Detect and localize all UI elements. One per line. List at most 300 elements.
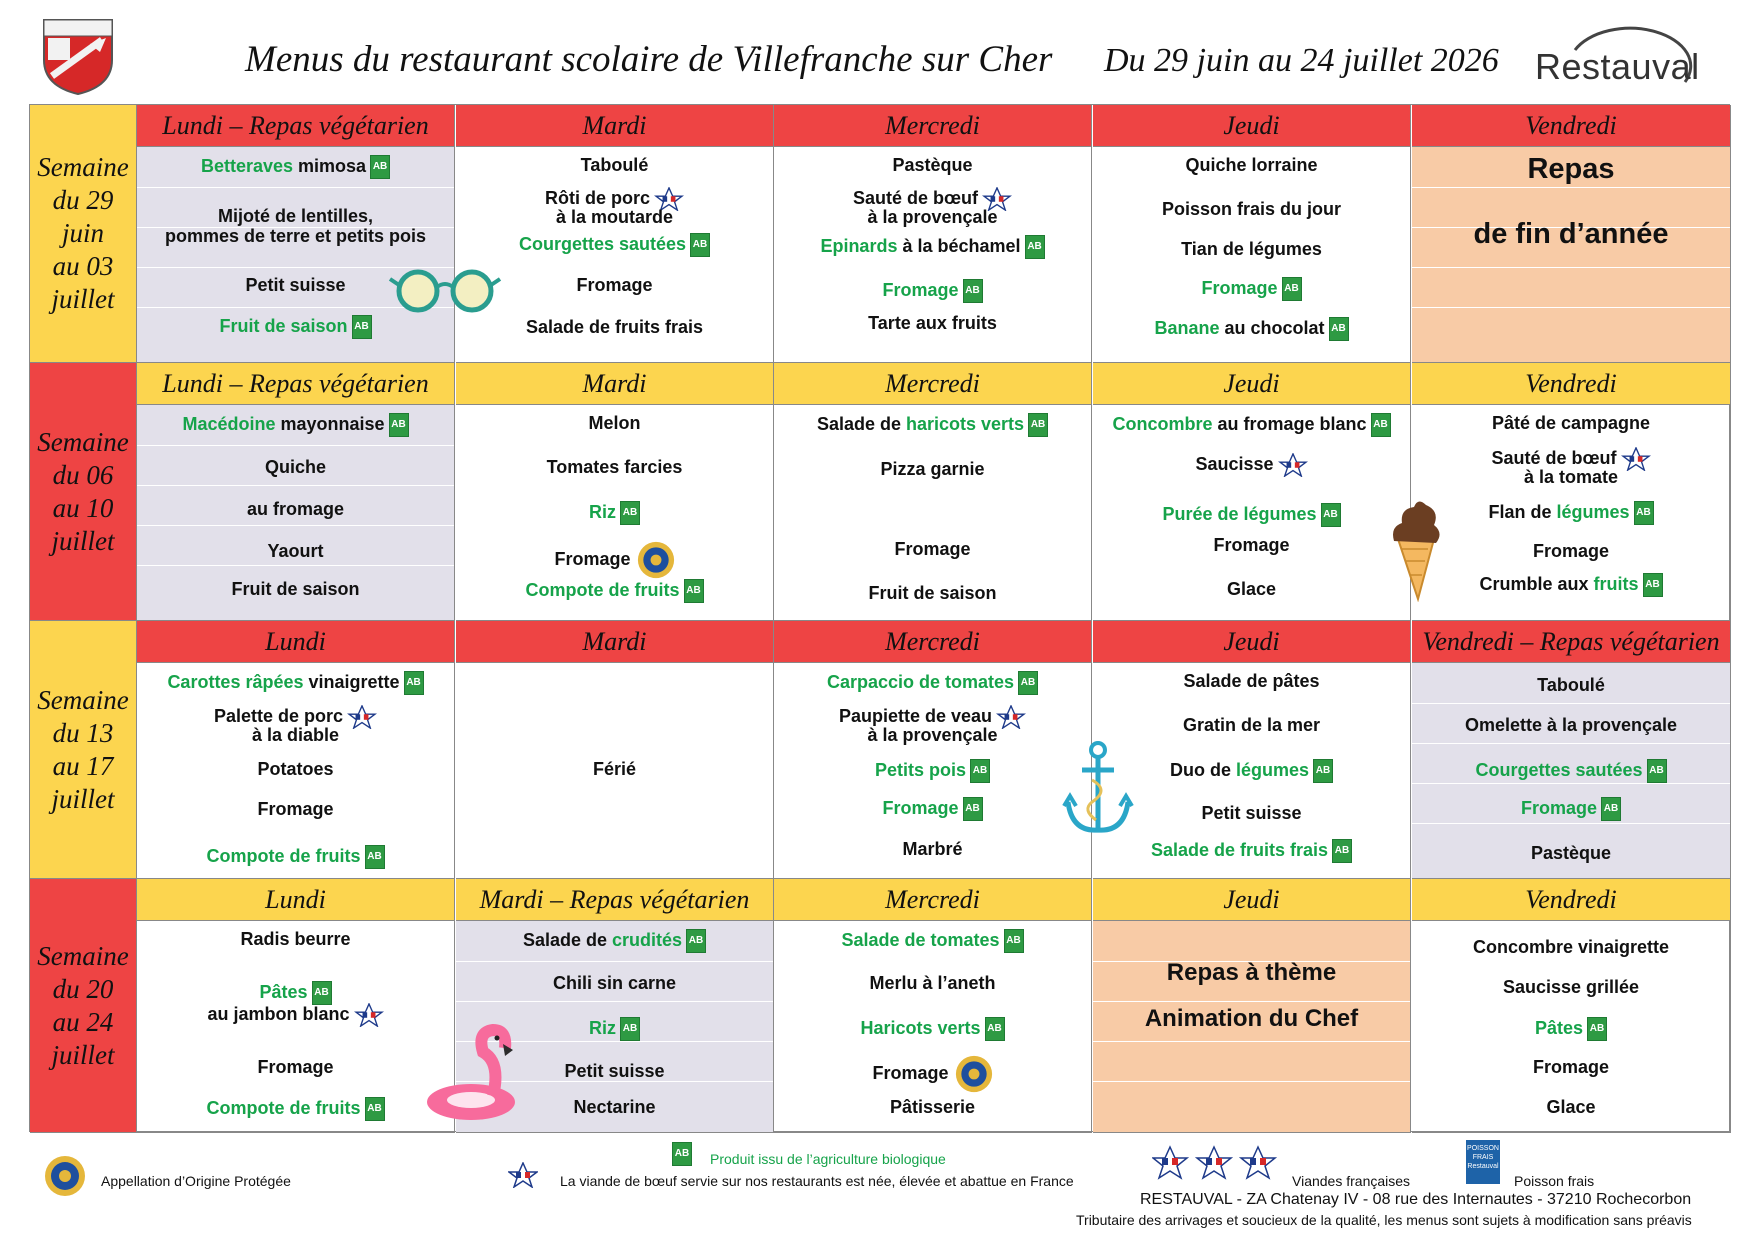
menu-item	[1093, 277, 1410, 301]
bio-ab-icon: AB	[672, 1142, 692, 1166]
menu-item-text: Tomates farcies	[546, 457, 683, 477]
day-menu	[1093, 147, 1410, 362]
row-divider	[1093, 1041, 1410, 1042]
villefranche-crest-logo	[40, 16, 116, 96]
menu-item-text: Flan de	[1488, 501, 1557, 522]
day-cell	[456, 105, 774, 363]
menu-item	[1412, 1097, 1730, 1118]
menu-item	[137, 541, 454, 562]
day-header: Lundi – Repas végétarien	[137, 363, 454, 405]
menu-item	[1093, 671, 1410, 692]
menu-item	[456, 541, 773, 579]
row-divider	[456, 961, 773, 962]
bio-ab-icon: AB	[1282, 277, 1302, 301]
menu-item-text: Nectarine	[573, 1097, 656, 1117]
day-menu	[1412, 663, 1730, 878]
poisson-frais-logo	[1466, 1140, 1500, 1184]
ice-cream-icon	[1388, 497, 1444, 602]
menu-item-text: Fromage	[554, 548, 631, 569]
menu-item	[774, 725, 1091, 746]
menu-item	[137, 671, 454, 695]
menu-item	[1093, 199, 1410, 220]
menu-item	[137, 929, 454, 950]
poisson-frais-logo-text: POISSON FRAIS	[1467, 1145, 1499, 1161]
bio-ab-icon: AB	[389, 413, 409, 437]
menu-item-text: Concombre vinaigrette	[1472, 937, 1670, 957]
day-header: Vendredi – Repas végétarien	[1412, 621, 1730, 663]
menu-item-text: Fromage	[894, 539, 971, 559]
menu-item	[137, 1057, 454, 1078]
menu-item-text: Merlu à l’aneth	[869, 973, 996, 993]
menu-item-bio-text: Fromage	[1520, 797, 1598, 818]
day-header: Lundi	[137, 879, 454, 921]
menu-item	[1412, 977, 1730, 998]
menu-item	[1093, 453, 1410, 477]
menu-item-text: Fruit de saison	[231, 579, 360, 599]
menu-item-text: Fromage	[576, 275, 653, 295]
row-divider	[1412, 187, 1730, 188]
menu-item-text: Sauté de bœuf	[853, 187, 978, 208]
week-label	[30, 621, 137, 879]
week-row	[30, 879, 1731, 1133]
menu-item	[137, 155, 454, 179]
day-cell	[774, 621, 1092, 879]
menu-item	[1412, 937, 1730, 958]
bio-ab-icon: AB	[684, 579, 704, 603]
footer-disclaimer: Tributaire des arrivages et soucieux de la qualité, les menus sont sujets à modification sans préavis	[1076, 1212, 1692, 1228]
week-row	[30, 621, 1731, 879]
day-cell	[137, 879, 455, 1133]
bio-ab-icon: AB	[1332, 839, 1352, 863]
bio-ab-icon: AB	[1025, 235, 1045, 259]
menu-item-text: Poisson frais du jour	[1161, 199, 1342, 219]
bio-ab-icon: AB	[963, 279, 983, 303]
day-cell	[1093, 105, 1411, 363]
menu-item-text: à la béchamel	[897, 235, 1021, 256]
menu-item-text: Chili sin carne	[552, 973, 677, 993]
day-header: Lundi	[137, 621, 454, 663]
footer-poisson-label: Poisson frais	[1514, 1173, 1595, 1189]
day-header: Lundi – Repas végétarien	[137, 105, 454, 147]
row-divider	[456, 1001, 773, 1002]
day-cell	[456, 363, 774, 621]
menu-item	[774, 797, 1091, 821]
menu-item-bio-text: Courgettes sautées	[1475, 759, 1643, 780]
week-label-line: au 17	[52, 750, 114, 781]
menu-item	[456, 973, 773, 994]
menu-item-text: Mijoté de lentilles,	[217, 206, 374, 226]
menu-item	[456, 275, 773, 296]
menu-item-bio-text: Compote de fruits	[206, 1097, 361, 1118]
bio-ab-icon: AB	[1647, 759, 1667, 783]
menu-item	[1093, 803, 1410, 824]
day-header: Mercredi	[774, 105, 1091, 147]
menu-item-text: Taboulé	[580, 155, 649, 175]
week-label	[30, 363, 137, 621]
row-divider	[137, 445, 454, 446]
day-cell	[137, 621, 455, 879]
menu-item	[1412, 152, 1730, 186]
menu-item-bio-text: Riz	[589, 1017, 616, 1038]
bio-ab-icon: AB	[985, 1017, 1005, 1041]
menu-item	[456, 233, 773, 257]
menu-item	[137, 759, 454, 780]
bio-ab-icon: AB	[365, 1097, 385, 1121]
day-menu	[1412, 921, 1730, 1132]
day-cell	[1093, 879, 1411, 1133]
day-cell	[137, 363, 455, 621]
menu-item-bio-text: Courgettes sautées	[518, 233, 687, 254]
menu-item	[137, 457, 454, 478]
row-divider	[1093, 1081, 1410, 1082]
menu-item-text: Saucisse grillée	[1502, 977, 1640, 997]
menu-item-text: Fromage	[872, 1062, 949, 1083]
footer-viandes-label: Viandes françaises	[1292, 1173, 1411, 1189]
row-divider	[1412, 267, 1730, 268]
day-menu	[1093, 405, 1410, 620]
menu-item-text: Pastèque	[892, 155, 973, 175]
menu-item-text: au fromage blanc	[1212, 413, 1367, 434]
aop-seal-icon	[955, 1055, 993, 1093]
menu-item-text: Salade de	[522, 929, 612, 950]
week-label-line: Semaine	[37, 426, 129, 457]
menu-item-text: Duo de	[1169, 759, 1236, 780]
menu-item-text: au chocolat	[1219, 317, 1325, 338]
menu-item	[774, 929, 1091, 953]
menu-item	[456, 759, 773, 780]
menu-item	[1412, 501, 1730, 525]
day-menu	[774, 663, 1091, 878]
day-header: Jeudi	[1093, 621, 1410, 663]
menu-item	[1093, 959, 1410, 987]
menu-item	[1412, 759, 1730, 783]
menu-item	[456, 579, 773, 603]
menu-item-bio-text: Salade de tomates	[841, 929, 1000, 950]
menu-item-text: de fin d’année	[1473, 218, 1669, 250]
bio-ab-icon: AB	[1371, 413, 1391, 437]
menu-item-bio-text: crudités	[612, 929, 683, 950]
anchor-icon	[1062, 740, 1134, 840]
viande-francaise-icon	[354, 1003, 384, 1027]
menu-item-text: Animation du Chef	[1144, 1005, 1359, 1032]
day-menu	[137, 405, 454, 620]
menu-item-bio-text: Banane	[1154, 317, 1220, 338]
bio-ab-icon: AB	[1028, 413, 1048, 437]
day-header: Jeudi	[1093, 879, 1410, 921]
poisson-frais-logo-brand: Restauval	[1467, 1163, 1499, 1170]
menu-item-bio-text: Carpaccio de tomates	[826, 671, 1015, 692]
row-divider	[1412, 743, 1730, 744]
menu-item	[1093, 239, 1410, 260]
bio-ab-icon: AB	[686, 929, 706, 953]
menu-item	[1412, 843, 1730, 864]
week-label-line: du 13	[52, 717, 114, 748]
day-cell	[1412, 621, 1731, 879]
row-divider	[1412, 783, 1730, 784]
menu-item-text: Repas	[1527, 153, 1615, 185]
menu-item-text: mayonnaise	[275, 413, 385, 434]
menu-item-text: Salade de pâtes	[1183, 671, 1320, 691]
menu-item	[1412, 1057, 1730, 1078]
menu-item-text: à la diable	[251, 725, 340, 745]
menu-item	[774, 1055, 1091, 1093]
menu-item	[456, 457, 773, 478]
menu-item-text: Yaourt	[267, 541, 324, 561]
menu-item-text: Salade de fruits frais	[525, 317, 704, 337]
row-divider	[1093, 1001, 1410, 1002]
sunglasses-icon	[388, 265, 502, 315]
menu-item	[1093, 579, 1410, 600]
day-header: Jeudi	[1093, 105, 1410, 147]
bio-ab-icon: AB	[365, 845, 385, 869]
day-cell	[1093, 621, 1411, 879]
menu-item-text: Petit suisse	[1201, 803, 1302, 823]
menu-item	[1412, 675, 1730, 696]
menu-item-text: vinaigrette	[303, 671, 400, 692]
menu-item-bio-text: Fruit de saison	[219, 315, 348, 336]
menu-item-bio-text: Concombre	[1112, 413, 1213, 434]
menu-item-text: Tarte aux fruits	[868, 313, 997, 333]
menu-item-text: Fromage	[1532, 1057, 1610, 1077]
viandes-francaises-icons	[1152, 1145, 1282, 1181]
menu-item	[1093, 839, 1410, 863]
menu-item	[774, 759, 1091, 783]
footer-bio-label: Produit issu de l’agriculture biologique	[710, 1151, 946, 1167]
week-label	[30, 879, 137, 1133]
menu-item-bio-text: Salade de fruits frais	[1150, 839, 1329, 860]
week-label-line: du 06	[52, 459, 114, 490]
menu-item-text: Sauté de bœuf	[1491, 447, 1617, 468]
menu-item-text: Petit suisse	[245, 275, 346, 295]
menu-item-bio-text: Epinards	[820, 235, 898, 256]
footer-address: RESTAUVAL - ZA Chatenay IV - 08 rue des Internautes - 37210 Rochecorbon	[1140, 1191, 1692, 1208]
bio-ab-icon: AB	[620, 501, 640, 525]
menu-item-text: à la moutarde	[555, 207, 674, 227]
menu-item	[1412, 573, 1730, 597]
menu-item-text: Pâtisserie	[889, 1097, 976, 1117]
bio-ab-icon: AB	[404, 671, 424, 695]
bio-ab-icon: AB	[370, 155, 390, 179]
menu-item	[774, 539, 1091, 560]
flamingo-float-icon	[423, 1022, 523, 1122]
menu-item	[137, 845, 454, 869]
footer-boeuf-label: La viande de bœuf servie sur nos restaurants est née, élevée et abattue en France	[560, 1173, 1074, 1189]
week-label-line: juillet	[51, 284, 115, 314]
menu-item-text: Potatoes	[257, 759, 334, 779]
day-menu	[137, 921, 454, 1132]
menu-item-bio-text: Carottes râpées	[167, 671, 304, 692]
menu-item-text: Fromage	[257, 799, 334, 819]
day-header: Mercredi	[774, 621, 1091, 663]
day-menu	[456, 663, 773, 878]
menu-item	[137, 1097, 454, 1121]
menu-item	[1412, 1017, 1730, 1041]
menu-item	[137, 413, 454, 437]
bio-ab-icon: AB	[352, 315, 372, 339]
menu-item-text: Petit suisse	[564, 1061, 665, 1081]
menu-item-bio-text: Haricots verts	[860, 1017, 981, 1038]
row-divider	[1412, 307, 1730, 308]
day-header: Mercredi	[774, 879, 1091, 921]
menu-item	[456, 413, 773, 434]
menu-item-text: Pizza garnie	[880, 459, 985, 479]
week-label-line: Semaine	[37, 684, 129, 715]
menu-item-bio-text: Pâtes	[1534, 1017, 1584, 1038]
day-header: Mardi – Repas végétarien	[456, 879, 773, 921]
menu-item	[1093, 535, 1410, 556]
menu-item-bio-text: Fromage	[882, 797, 959, 818]
menu-item-text: à la provençale	[867, 725, 998, 745]
day-menu	[1093, 663, 1410, 878]
menu-item-text: Melon	[588, 413, 641, 433]
day-cell	[1412, 879, 1731, 1133]
menu-item-text: mimosa	[293, 155, 367, 176]
menu-item-bio-text: légumes	[1556, 501, 1630, 522]
week-label-line: juillet	[51, 1039, 115, 1070]
menu-item-text: Pâté de campagne	[1491, 413, 1651, 433]
menu-item-text: Fromage	[257, 1057, 334, 1077]
menu-item	[1412, 541, 1730, 562]
menu-item-text: Crumble aux	[1479, 573, 1594, 594]
week-row	[30, 363, 1731, 621]
menu-item	[1093, 413, 1410, 437]
menu-grid	[29, 104, 1730, 1132]
menu-item	[1093, 715, 1410, 736]
bio-ab-icon: AB	[1313, 759, 1333, 783]
day-cell	[774, 105, 1092, 363]
menu-item-bio-text: Fromage	[1201, 277, 1278, 298]
date-range: Du 29 juin au 24 juillet 2026	[1104, 42, 1499, 79]
menu-item-bio-text: Macédoine	[182, 413, 276, 434]
menu-item	[456, 207, 773, 228]
menu-item	[1093, 1005, 1410, 1033]
week-label-line: juillet	[51, 783, 115, 814]
day-cell	[1412, 363, 1731, 621]
menu-item	[774, 313, 1091, 334]
menu-item-text: Glace	[1226, 579, 1277, 599]
bio-ab-icon: AB	[1643, 573, 1663, 597]
menu-item	[774, 207, 1091, 228]
day-header: Mardi	[456, 363, 773, 405]
menu-item	[774, 1017, 1091, 1041]
menu-item-bio-text: fruits	[1593, 573, 1639, 594]
menu-item-text: Palette de porc	[213, 705, 344, 726]
menu-item	[137, 1003, 454, 1027]
week-label-line: du 20	[52, 973, 114, 1004]
viande-francaise-icon	[1278, 453, 1308, 477]
day-header: Vendredi	[1412, 363, 1730, 405]
menu-item	[137, 499, 454, 520]
menu-item	[774, 413, 1091, 437]
menu-item	[137, 226, 454, 247]
menu-item-text: à la tomate	[1523, 467, 1619, 487]
menu-item	[1412, 217, 1730, 251]
menu-item-bio-text: légumes	[1235, 759, 1310, 780]
day-header: Vendredi	[1412, 105, 1730, 147]
row-divider	[137, 525, 454, 526]
menu-item-text: Paupiette de veau	[838, 705, 993, 726]
menu-item-bio-text: Compote de fruits	[525, 579, 680, 600]
row-divider	[137, 485, 454, 486]
menu-item-text: Marbré	[902, 839, 963, 859]
menu-item	[1093, 503, 1410, 527]
day-menu	[456, 147, 773, 362]
bio-ab-icon: AB	[1329, 317, 1349, 341]
menu-item-text: Pastèque	[1530, 843, 1612, 863]
menu-item-text: Omelette à la provençale	[1464, 715, 1678, 735]
menu-item-bio-text: Pâtes	[259, 981, 308, 1002]
menu-item-text: Saucisse	[1195, 453, 1274, 474]
row-divider	[1412, 703, 1730, 704]
bio-ab-icon: AB	[312, 981, 332, 1005]
day-cell	[1412, 105, 1731, 363]
aop-seal-icon	[44, 1155, 86, 1197]
week-label-line: au 24	[52, 1006, 114, 1037]
menu-item	[456, 501, 773, 525]
day-menu	[137, 663, 454, 878]
day-menu	[774, 921, 1091, 1132]
menu-item	[774, 973, 1091, 994]
bio-ab-icon: AB	[1004, 929, 1024, 953]
menu-item	[137, 579, 454, 600]
restauval-logo	[1535, 20, 1705, 110]
day-cell	[774, 363, 1092, 621]
menu-item	[774, 671, 1091, 695]
menu-item	[1412, 467, 1730, 488]
menu-item-text: Quiche	[264, 457, 326, 477]
week-label-line: juillet	[51, 525, 115, 556]
menu-item-text: Taboulé	[1537, 675, 1605, 695]
menu-item	[137, 799, 454, 820]
week-label-line: au 03	[52, 251, 114, 281]
logo-text: Restauval	[1535, 46, 1700, 87]
menu-item	[1093, 317, 1410, 341]
day-menu	[1093, 921, 1410, 1132]
menu-item	[456, 155, 773, 176]
menu-item-text: au fromage	[246, 499, 345, 519]
menu-item-text: Gratin de la mer	[1182, 715, 1321, 735]
menu-item	[456, 929, 773, 953]
day-cell	[774, 879, 1092, 1133]
week-label-line: Semaine	[37, 152, 129, 182]
menu-item	[137, 206, 454, 227]
menu-item-bio-text: Petits pois	[874, 759, 967, 780]
menu-item-text: à la provençale	[867, 207, 998, 227]
bio-ab-icon: AB	[1587, 1017, 1607, 1041]
day-header: Jeudi	[1093, 363, 1410, 405]
menu-item-text: Repas à thème	[1166, 959, 1337, 986]
week-row	[30, 105, 1731, 363]
menu-item-text: Tian de légumes	[1181, 239, 1322, 259]
week-label-line: du 29	[52, 185, 114, 215]
day-header: Mercredi	[774, 363, 1091, 405]
bio-ab-icon: AB	[1601, 797, 1621, 821]
menu-item	[1093, 759, 1410, 783]
day-menu	[774, 147, 1091, 362]
day-menu	[137, 147, 454, 362]
week-label-line: au 10	[52, 492, 114, 523]
day-header: Mardi	[456, 105, 773, 147]
bio-ab-icon: AB	[1321, 503, 1341, 527]
bio-ab-icon: AB	[1634, 501, 1654, 525]
menu-item	[1412, 715, 1730, 736]
bio-ab-icon: AB	[620, 1017, 640, 1041]
menu-item-bio-text: Riz	[589, 501, 616, 522]
row-divider	[137, 565, 454, 566]
day-cell	[137, 105, 455, 363]
week-label-line: Semaine	[37, 940, 129, 971]
day-header: Vendredi	[1412, 879, 1730, 921]
